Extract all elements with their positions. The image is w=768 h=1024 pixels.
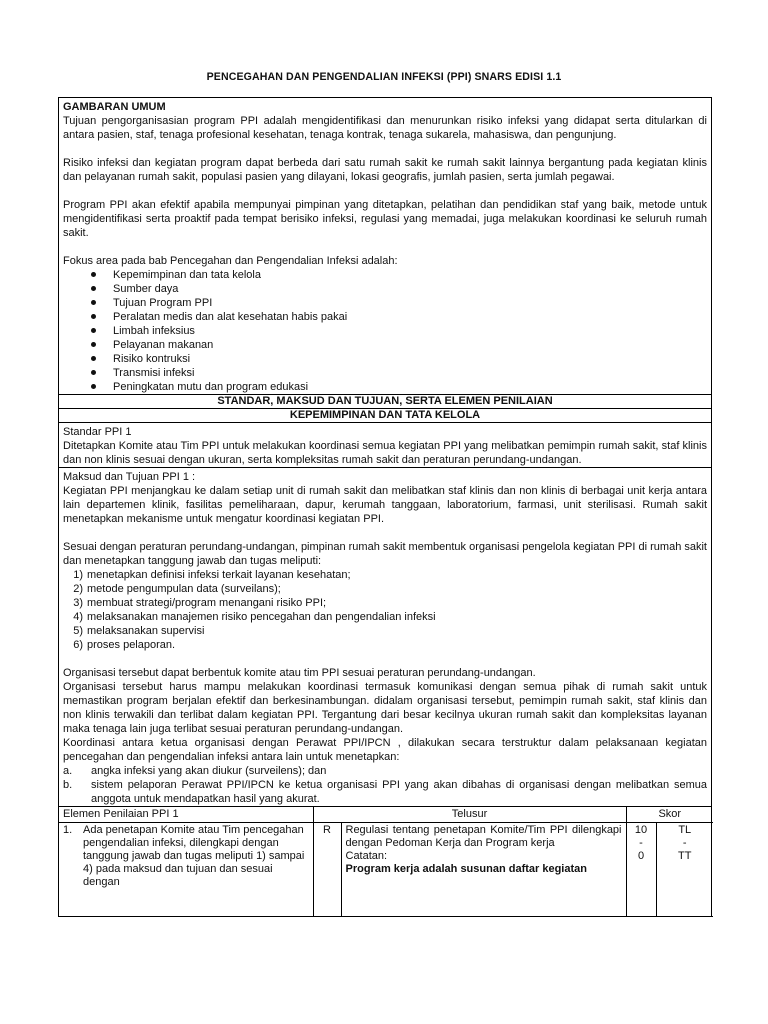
duty-item: 1) menetapkan definisi infeksi terkait layanan kesehatan;: [73, 569, 351, 581]
focus-item: Risiko kontruksi: [63, 352, 707, 366]
maksud-section: [59, 468, 711, 807]
gambaran-paragraph-3: Program PPI akan efektif apabila mempunyai pimpinan yang ditetapkan, pelatihan dan pendidikan staf yang baik, metode untuk mengidentifikasi serta proaktif pada tempat berisiko infeksi, regulasi yang memadai, juga melakukan koordinasi ke seluruh rumah sakit.: [63, 199, 707, 239]
score-value-cell: 10 - 0: [626, 823, 656, 917]
maksud-heading: Maksud dan Tujuan PPI 1 :: [63, 471, 196, 483]
gambaran-paragraph-2: Risiko infeksi dan kegiatan program dapat berbeda dari satu rumah sakit ke rumah sakit lainnya bergantung pada kegiatan klinis dan pelayanan rumah sakit, populasi pasien yang dilayani, lokasi geografis, jumlah pasien, serta jumlah pegawai.: [63, 157, 707, 183]
gambaran-umum-section: [59, 98, 711, 395]
maksud-paragraph-5: Koordinasi antara ketua organisasi dengan Perawat PPI/IPCN , dilakukan secara terstruktur dalam pelaksanaan kegiatan pencegahan dan pengendalian infeksi antara lain untuk menetapkan:: [63, 737, 707, 763]
table-row: [59, 823, 713, 917]
content-frame: [58, 97, 712, 917]
standar-section: [59, 423, 711, 468]
focus-item: Tujuan Program PPI: [63, 296, 707, 310]
duty-item: 4) melaksanakan manajemen risiko pencegahan dan pengendalian infeksi: [73, 611, 436, 623]
gambaran-heading: GAMBARAN UMUM: [63, 101, 166, 113]
focus-item: Pelayanan makanan: [63, 338, 707, 352]
standar-heading: Standar PPI 1: [63, 426, 132, 438]
focus-item: Kepemimpinan dan tata kelola: [63, 268, 707, 282]
catatan-label: Catatan:: [345, 850, 388, 862]
maksud-paragraph-2: Sesuai dengan peraturan perundang-undangan, pimpinan rumah sakit membentuk organisasi pengelola kegiatan PPI di rumah sakit dan menetapkan tanggung jawab dan tugas meliputi:: [63, 541, 707, 567]
coordination-list: [63, 764, 707, 806]
coordination-item: a. angka infeksi yang akan diukur (surveilens); dan: [63, 765, 327, 777]
document-title: PENCEGAHAN DAN PENGENDALIAN INFEKSI (PPI) SNARS EDISI 1.1: [206, 71, 562, 83]
element-cell: 1. Ada penetapan Komite atau Tim pencegahan pengendalian infeksi, dilengkapi dengan tanggung jawab dan tugas meliputi 1) sampai 4) pada maksud dan tujuan dan sesuai dengan: [59, 823, 313, 917]
telusur-code: R: [313, 823, 341, 917]
maksud-paragraph-3: Organisasi tersebut dapat berbentuk komite atau tim PPI sesuai peraturan perundang-undangan.: [63, 667, 536, 679]
section-header: STANDAR, MAKSUD DAN TUJUAN, SERTA ELEMEN PENILAIAN: [59, 395, 711, 409]
catatan-text: Program kerja adalah susunan daftar kegiatan: [345, 863, 587, 875]
evaluation-table: [59, 807, 713, 917]
duty-item: 2) metode pengumpulan data (surveilans);: [73, 583, 281, 595]
focus-area-list: [63, 268, 707, 394]
col-element-header: Elemen Penilaian PPI 1: [59, 807, 313, 823]
focus-item: Limbah infeksius: [63, 324, 707, 338]
maksud-paragraph-4: Organisasi tersebut harus mampu melakukan koordinasi termasuk komunikasi dengan semua pihak di rumah sakit untuk memastikan program berjalan efektif dan berkesinambungan. didalam organisasi tersebut, pemimpin rumah sakit, staf klinis dan non klinis terwakili dan terlibat dalam kegiatan PPI. Tergantung dari besar kecilnya ukuran rumah sakit dan kompleksitas layanan maka tenaga lain juga terlibat sesuai peraturan perundang-undangan.: [63, 681, 707, 735]
focus-item: Sumber daya: [63, 282, 707, 296]
focus-item: Transmisi infeksi: [63, 366, 707, 380]
col-telusur-header: Telusur: [313, 807, 626, 823]
gambaran-paragraph-1: Tujuan pengorganisasian program PPI adalah mengidentifikasi dan menurunkan risiko infeksi yang didapat serta ditularkan di antara pasien, staf, tenaga profesional kesehatan, tenaga kontrak, tenaga sukarela, mahasiswa, dan pengunjung.: [63, 115, 707, 141]
col-skor-header: Skor: [626, 807, 713, 823]
duties-list: [63, 568, 707, 652]
focus-item: Peralatan medis dan alat kesehatan habis pakai: [63, 310, 707, 324]
duty-item: 5) melaksanakan supervisi: [73, 625, 205, 637]
standar-text: Ditetapkan Komite atau Tim PPI untuk melakukan koordinasi semua kegiatan PPI yang melibatkan pemimpin rumah sakit, staf klinis dan non klinis sesuai dengan ukuran, serta kompleksitas rumah sakit dan peraturan perundang-undangan.: [63, 440, 707, 466]
focus-item: Peningkatan mutu dan program edukasi: [63, 380, 707, 394]
score-status-cell: TL - TT: [656, 823, 713, 917]
duty-item: 6) proses pelaporan.: [73, 639, 176, 651]
duty-item: 3) membuat strategi/program menangani risiko PPI;: [73, 597, 327, 609]
table-header-row: [59, 807, 713, 823]
gambaran-paragraph-4: Fokus area pada bab Pencegahan dan Pengendalian Infeksi adalah:: [63, 255, 398, 267]
maksud-paragraph-1: Kegiatan PPI menjangkau ke dalam setiap unit di rumah sakit dan melibatkan staf klinis dan non klinis di berbagai unit kerja antara lain departemen klinik, fasilitas pemeliharaan, dapur, kerumah tanggaan, laboratorium, farmasi, unit sterilisasi. Rumah sakit menetapkan mekanisme untuk mengatur koordinasi kegiatan PPI.: [63, 485, 707, 525]
subsection-header: KEPEMIMPINAN DAN TATA KELOLA: [59, 409, 711, 423]
telusur-text: Regulasi tentang penetapan Komite/Tim PPI dilengkapi dengan Pedoman Kerja dan Program kerja: [345, 824, 622, 849]
telusur-cell: [341, 823, 626, 917]
element-text: Ada penetapan Komite atau Tim pencegahan pengendalian infeksi, dilengkapi dengan tanggung jawab dan tugas meliputi 1) sampai 4) pada maksud dan tujuan dan sesuai dengan: [83, 824, 305, 888]
coordination-item: b. sistem pelaporan Perawat PPI/IPCN ke ketua organisasi PPI yang akan dibahas di organisasi dengan melibatkan semua anggota untuk mendapatkan hasil yang akurat.: [63, 779, 707, 805]
